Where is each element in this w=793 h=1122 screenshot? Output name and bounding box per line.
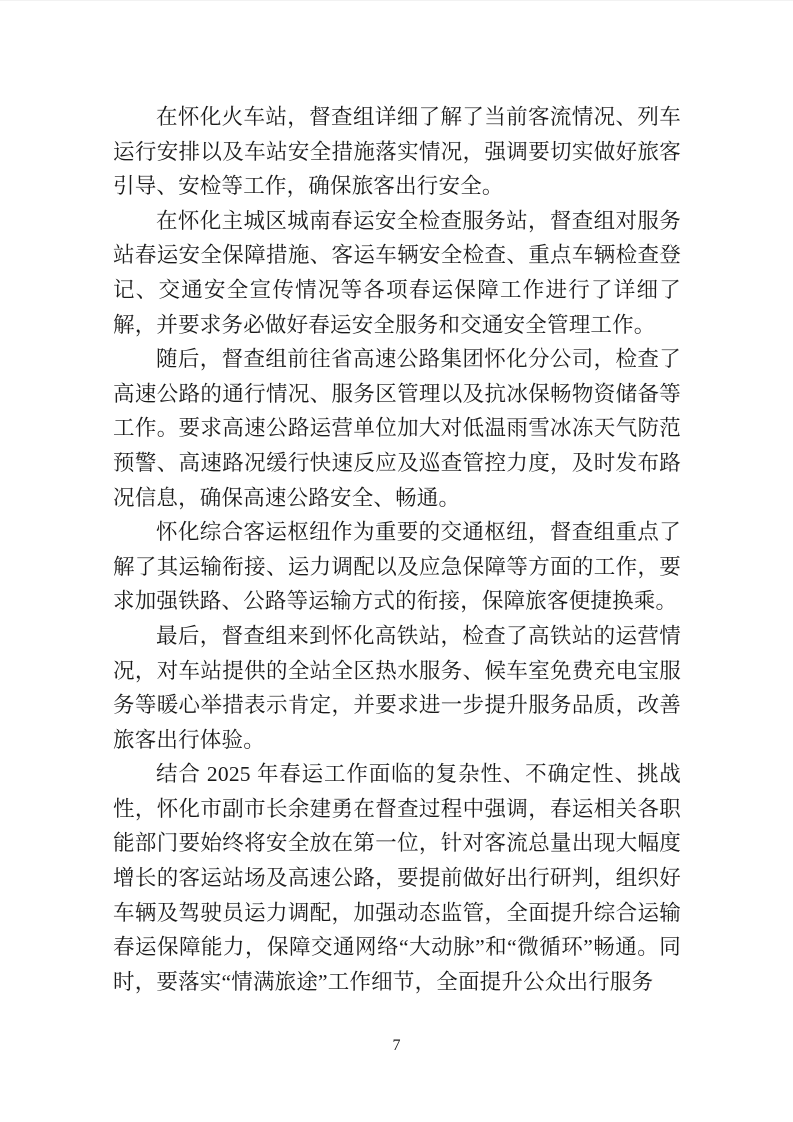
paragraph-huaihua-railway-station: 在怀化火车站，督查组详细了解了当前客流情况、列车运行安排以及车站安全措施落实情况，强调要切实做好旅客引导、安检等工作，确保旅客出行安全。 — [113, 105, 681, 199]
page-footer — [0, 1037, 793, 1055]
document-body — [113, 100, 681, 999]
page-number: 7 — [392, 1037, 401, 1054]
paragraph-high-speed-rail-station: 最后，督查组来到怀化高铁站，检查了高铁站的运营情况，对车站提供的全站全区热水服务、候车室免费充电宝服务等暖心举措表示肯定，并要求进一步提升服务品质，改善旅客出行体验。 — [113, 623, 681, 752]
paragraph-chengnan-service-station: 在怀化主城区城南春运安全检查服务站，督查组对服务站春运安全保障措施、客运车辆安全检查、重点车辆检查登记、交通安全宣传情况等各项春运保障工作进行了详细了解，并要求务必做好春运安全服务和交通安全管理工作。 — [113, 208, 681, 337]
paragraph-expressway-company: 随后，督查组前往省高速公路集团怀化分公司，检查了高速公路的通行情况、服务区管理以及抗冰保畅物资储备等工作。要求高速公路运营单位加大对低温雨雪冰冻天气防范预警、高速路况缓行快速反应及巡查管控力度，及时发布路况信息，确保高速公路安全、畅通。 — [113, 347, 681, 510]
paragraph-passenger-hub: 怀化综合客运枢纽作为重要的交通枢纽，督查组重点了解了其运输衔接、运力调配以及应急保障等方面的工作，要求加强铁路、公路等运输方式的衔接，保障旅客便捷换乘。 — [113, 520, 681, 614]
paragraph-vice-mayor-remarks: 结合 2025 年春运工作面临的复杂性、不确定性、挑战性，怀化市副市长余建勇在督查过程中强调，春运相关各职能部门要始终将安全放在第一位，针对客流总量出现大幅度增长的客运站场及高速公路，要提前做好出行研判，组织好车辆及驾驶员运力调配，加强动态监管，全面提升综合运输春运保障能力，保障交通网络“大动脉”和“微循环”畅通。同时，要落实“情满旅途”工作细节，全面提升公众出行服务 — [113, 762, 681, 994]
